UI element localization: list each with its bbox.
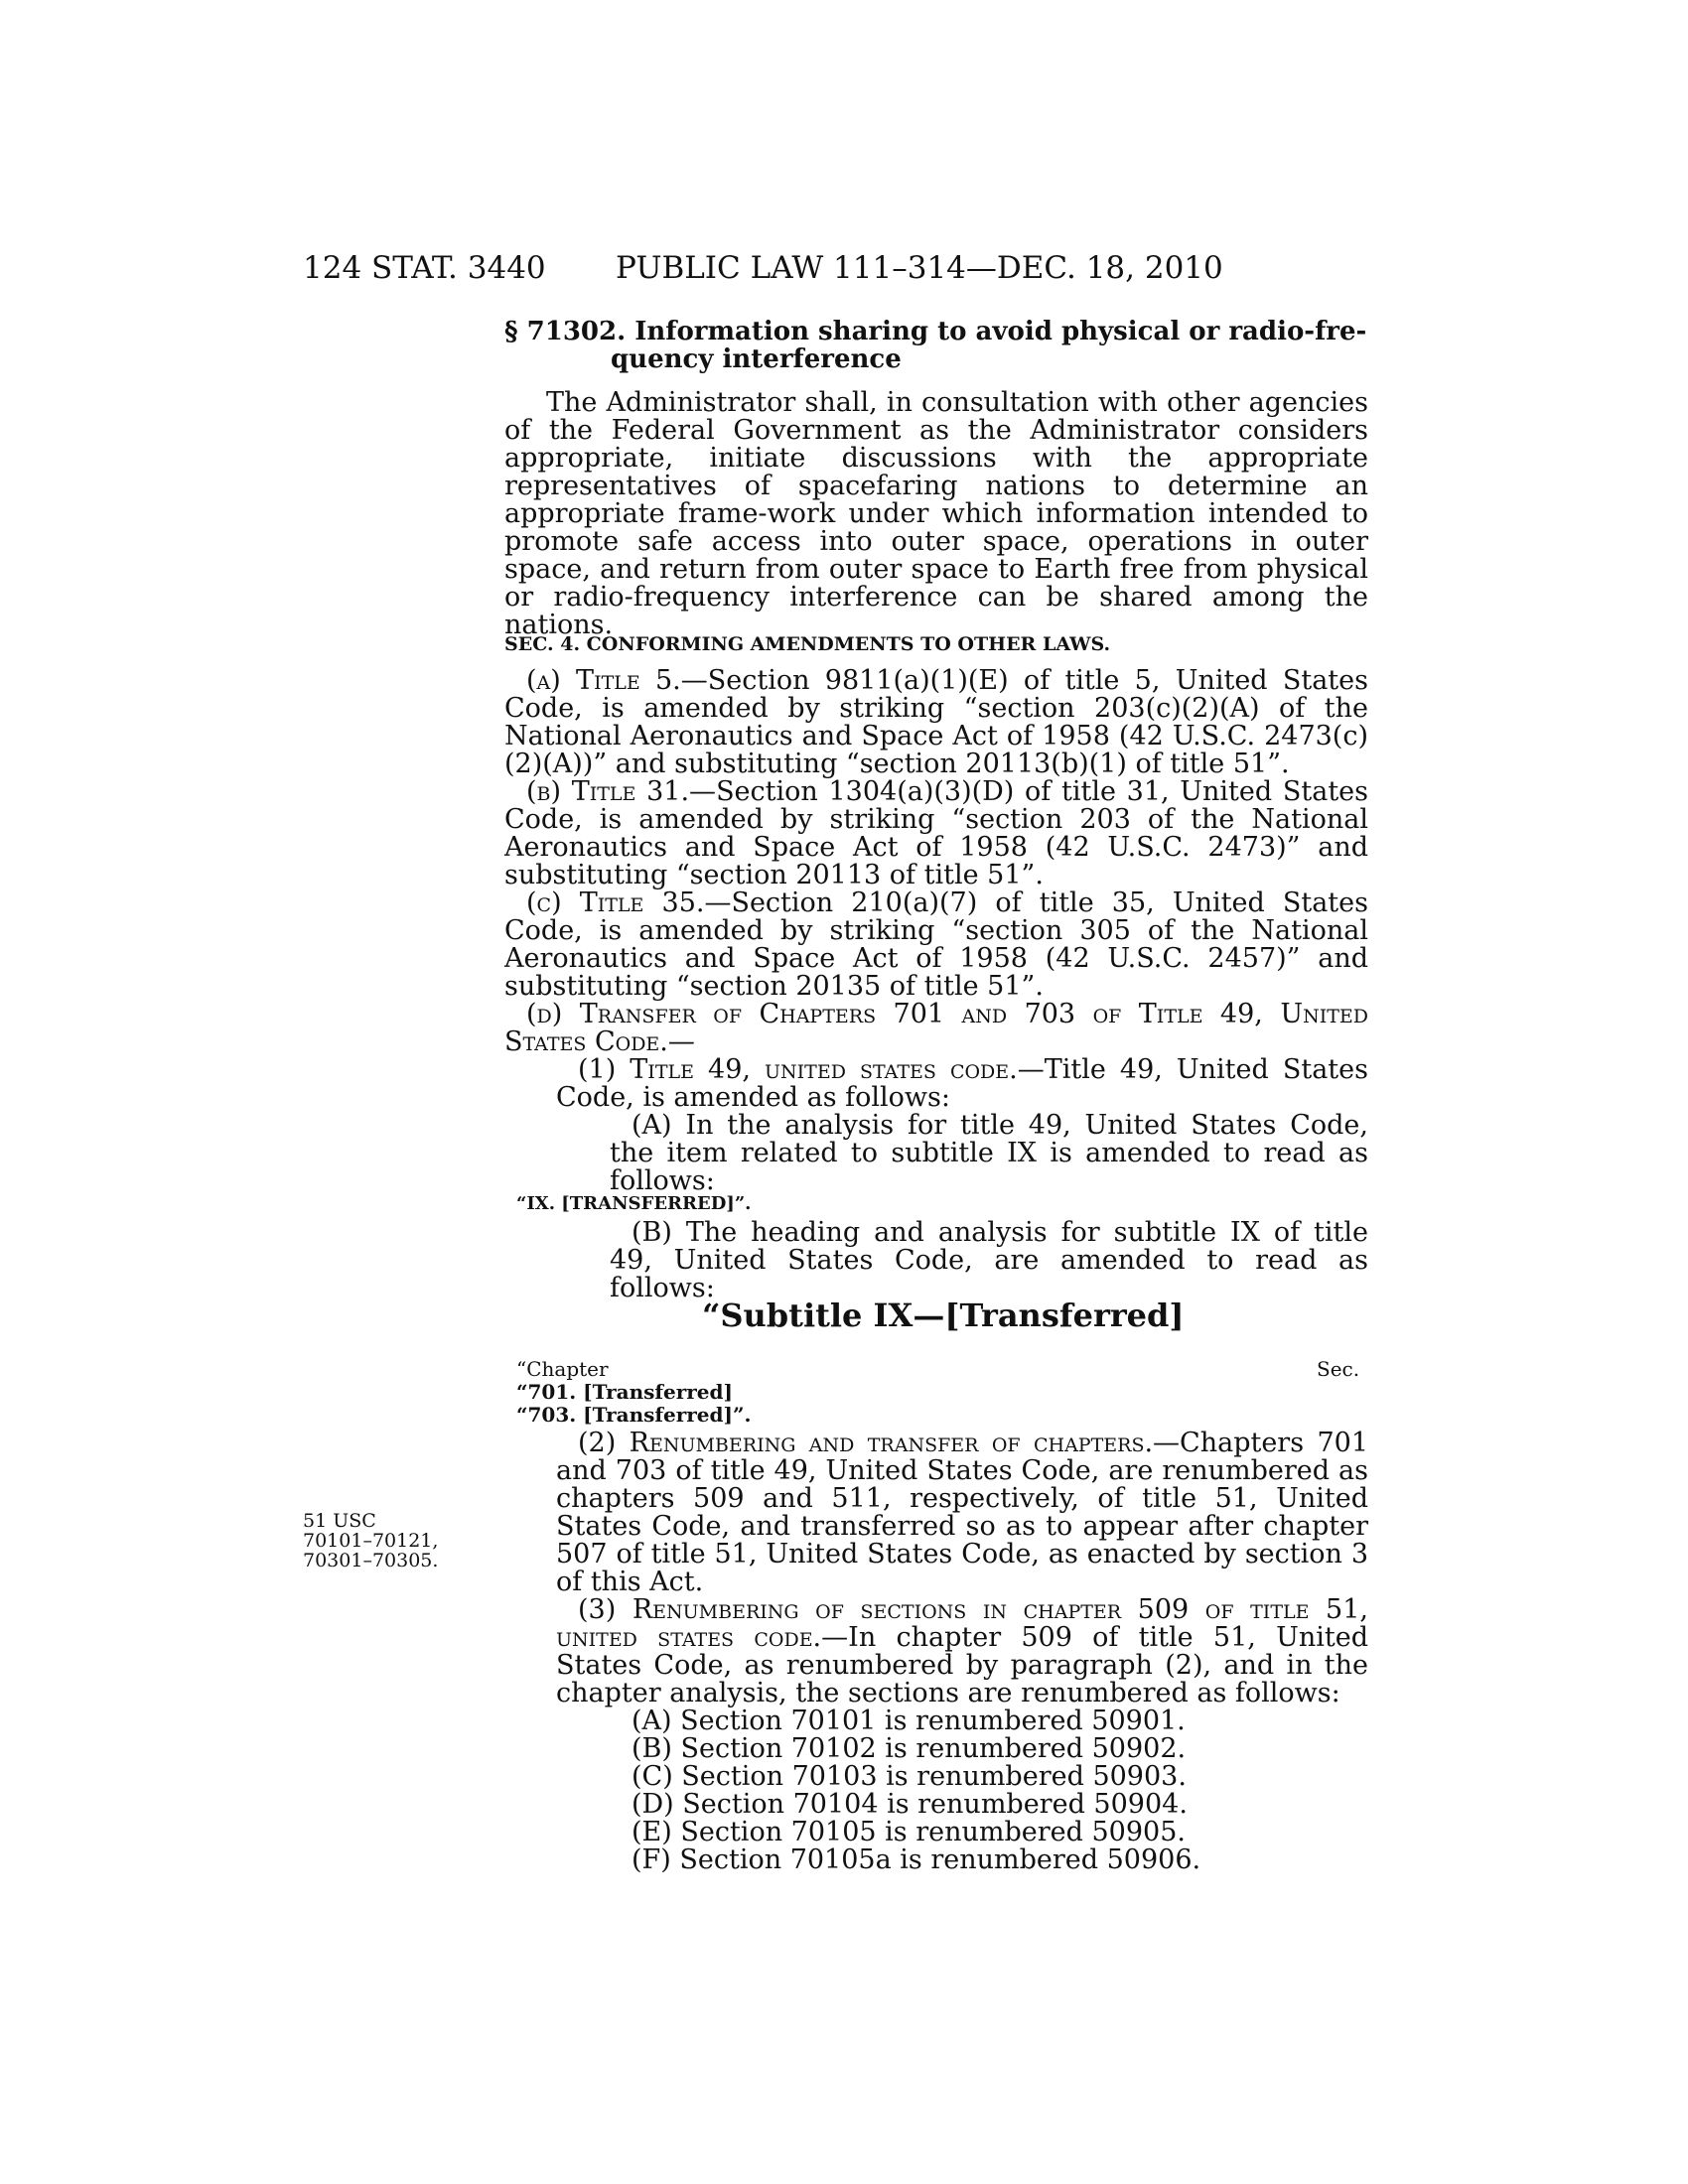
paragraph-d3-label: (3) Renumbering of sections in chapter 509 of title 51, united states code.— (556, 1594, 1368, 1653)
analysis-item-ix: “IX. [TRANSFERRED]”. (516, 1193, 752, 1214)
margin-note-line: 70301–70305. (303, 1550, 439, 1571)
paragraph-d1-text: Title 49, United States Code, is amended as follows: (556, 1054, 1368, 1113)
subsection-a (504, 667, 1368, 778)
list-item: (A) Section 70101 is renumbered 50901. (632, 1706, 1186, 1736)
table-header-sec: Sec. (1317, 1357, 1360, 1381)
paragraph-d1-label: (1) Title 49, united states code.— (578, 1054, 1045, 1085)
subsection-a-text: Section 9811(a)(1)(E) of title 5, United States Code, is amended by striking “section 203(c)(2)(A) of the National Aeronautics and Space Act of 1958 (42 U.S.C. 2473(c)(2)(A))” and substituting “section 20113(b)(1) of title 51”. (504, 665, 1368, 779)
subsection-c-text: Section 210(a)(7) of title 35, United States Code, is amended by striking “section 305 of the National Aeronautics and Space Act of 1958 (42 U.S.C. 2457)” and substituting “section 20135 of title 51”. (504, 887, 1368, 1002)
sec4-heading: SEC. 4. CONFORMING AMENDMENTS TO OTHER LAWS. (504, 633, 1111, 655)
subsection-c (504, 889, 1368, 1001)
section-71302-heading-line2: quency interference (611, 344, 902, 374)
subsection-c-label: (c) Title 35.— (526, 887, 732, 918)
margin-note-line: 51 USC (303, 1510, 376, 1532)
list-item: (F) Section 70105a is renumbered 50906. (632, 1844, 1201, 1875)
list-item: (C) Section 70103 is renumbered 50903. (632, 1761, 1187, 1792)
subsection-b-label: (b) Title 31.— (526, 776, 717, 807)
section-71302-body: The Administrator shall, in consultation with other agencies of the Federal Government as the Administrator considers appropriate, initiate discussions with the appropriate representatives of spacefaring nations to determine an appropriate frame-work under which information intended to promote safe access into outer space, operations in outer space, and return from outer space to Earth free from physical or radio-frequency interference can be shared among the nations. (504, 387, 1368, 640)
paragraph-d3 (556, 1596, 1368, 1707)
paragraph-d2-label: (2) Renumbering and transfer of chapters.— (578, 1428, 1181, 1458)
section-71302-heading-line1: § 71302. Information sharing to avoid physical or radio-fre- (504, 317, 1367, 346)
list-item: (D) Section 70104 is renumbered 50904. (632, 1789, 1188, 1820)
running-title: PUBLIC LAW 111–314—DEC. 18, 2010 (616, 250, 1223, 286)
subtitle-ix-heading: “Subtitle IX—[Transferred] (702, 1297, 1185, 1334)
table-header-chapter: “Chapter (516, 1357, 609, 1381)
paragraph-d2-text: Chapters 701 and 703 of title 49, United States Code, are renumbered as chapters 509 and 511, respectively, of title 51, United States Code, and transferred so as to appear after chapter 507 of title 51, United States Code, as enacted by section 3 of this Act. (556, 1428, 1368, 1597)
subsection-b (504, 778, 1368, 889)
subsection-b-text: Section 1304(a)(3)(D) of title 31, United States Code, is amended by striking “section 203 of the National Aeronautics and Space Act of 1958 (42 U.S.C. 2473)” and substituting “section 20113 of title 51”. (504, 776, 1369, 890)
paragraph-d3-text: In chapter 509 of title 51, United States Code, as renumbered by paragraph (2), and in the chapter analysis, the sections are renumbered as follows: (556, 1622, 1368, 1708)
table-row-703: “703. [Transferred]”. (516, 1403, 752, 1427)
margin-note-line: 70101–70121, (303, 1530, 439, 1552)
list-item: (B) Section 70102 is renumbered 50902. (632, 1733, 1187, 1764)
subparagraph-d1-A: (A) In the analysis for title 49, United States Code, the item related to subtitle IX is amended to read as follows: (610, 1110, 1368, 1196)
page-number: 124 STAT. 3440 (303, 250, 546, 286)
subparagraph-d1-B: (B) The heading and analysis for subtitle IX of title 49, United States Code, are amended to read as follows: (610, 1217, 1368, 1303)
paragraph-d1 (556, 1056, 1368, 1112)
subsection-d-heading: (d) Transfer of Chapters 701 and 703 of Title 49, United States Code.— (504, 999, 1368, 1057)
subsection-a-label: (a) Title 5.— (526, 665, 708, 696)
table-row-701: “701. [Transferred] (516, 1380, 733, 1404)
paragraph-d2 (556, 1430, 1368, 1596)
margin-note (303, 1511, 438, 1570)
list-item: (E) Section 70105 is renumbered 50905. (632, 1817, 1186, 1847)
